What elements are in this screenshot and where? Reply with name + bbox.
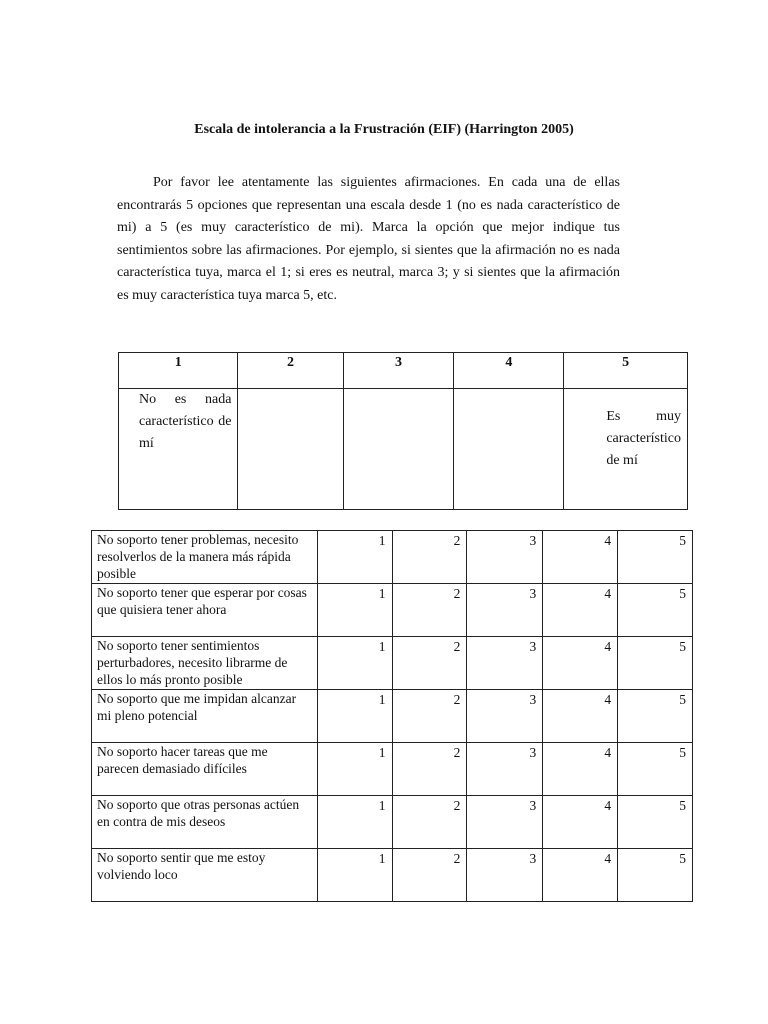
rating-option-2[interactable]: 2: [392, 743, 467, 796]
item-statement: No soporto tener sentimientos perturbadores, necesito librarme de ellos lo más pronto posible: [92, 637, 318, 690]
rating-option-3[interactable]: 3: [467, 531, 543, 584]
rating-option-3[interactable]: 3: [467, 637, 543, 690]
rating-option-2[interactable]: 2: [392, 637, 467, 690]
instructions-paragraph: Por favor lee atentamente las siguientes afirmaciones. En cada una de ellas encontrarás 5 opciones que representan una escala desde 1 (no es nada característico de mi) a 5 (es muy característico de mi). Marca la opción que mejor indique tus sentimientos sobre las afirmaciones. Por ejemplo, si sientes que la afirmación no es nada característica tuya, marca el 1; si eres es neutral, marca 3; y si sientes que la afirmación es muy característica tuya marca 5, etc.: [117, 175, 620, 303]
rating-option-5[interactable]: 5: [618, 690, 693, 743]
scale-header-1: 1: [119, 353, 238, 389]
rating-option-5[interactable]: 5: [618, 743, 693, 796]
rating-option-2[interactable]: 2: [392, 849, 467, 902]
scale-cell-empty: [343, 389, 454, 510]
rating-option-2[interactable]: 2: [392, 531, 467, 584]
table-row: [92, 690, 693, 743]
scale-low-label: [119, 389, 238, 510]
rating-option-4[interactable]: 4: [543, 796, 618, 849]
scale-header-3: 3: [343, 353, 454, 389]
scale-description-row: [119, 389, 688, 510]
item-statement: No soporto sentir que me estoy volviendo loco: [92, 849, 318, 902]
item-statement: No soporto que otras personas actúen en contra de mis deseos: [92, 796, 318, 849]
item-statement: No soporto hacer tareas que me parecen demasiado difíciles: [92, 743, 318, 796]
scale-header-4: 4: [454, 353, 564, 389]
table-row: [92, 796, 693, 849]
scale-legend-table: [118, 352, 688, 510]
rating-option-5[interactable]: 5: [618, 849, 693, 902]
rating-option-4[interactable]: 4: [543, 849, 618, 902]
item-statement: No soporto tener que esperar por cosas que quisiera tener ahora: [92, 584, 318, 637]
table-row: [92, 849, 693, 902]
table-row: [92, 531, 693, 584]
scale-cell-empty: [238, 389, 343, 510]
rating-option-5[interactable]: 5: [618, 796, 693, 849]
document-title: Escala de intolerancia a la Frustración (EIF) (Harrington 2005): [194, 122, 574, 137]
scale-header-5: 5: [564, 353, 688, 389]
rating-option-5[interactable]: 5: [618, 584, 693, 637]
rating-option-4[interactable]: 4: [543, 637, 618, 690]
scale-cell-empty: [454, 389, 564, 510]
rating-option-1[interactable]: 1: [317, 637, 392, 690]
rating-option-5[interactable]: 5: [618, 531, 693, 584]
scale-header-row: [119, 353, 688, 389]
rating-option-3[interactable]: 3: [467, 584, 543, 637]
items-table: [91, 530, 693, 902]
rating-option-1[interactable]: 1: [317, 743, 392, 796]
rating-option-2[interactable]: 2: [392, 584, 467, 637]
rating-option-3[interactable]: 3: [467, 743, 543, 796]
item-statement: No soporto tener problemas, necesito resolverlos de la manera más rápida posible: [92, 531, 318, 584]
table-row: [92, 743, 693, 796]
scale-high-label: [564, 389, 688, 510]
rating-option-3[interactable]: 3: [467, 849, 543, 902]
rating-option-1[interactable]: 1: [317, 849, 392, 902]
rating-option-3[interactable]: 3: [467, 690, 543, 743]
rating-option-1[interactable]: 1: [317, 796, 392, 849]
rating-option-3[interactable]: 3: [467, 796, 543, 849]
rating-option-1[interactable]: 1: [317, 531, 392, 584]
table-row: [92, 637, 693, 690]
scale-low-label-text: No es nada característico de mí: [139, 392, 232, 451]
item-statement: No soporto que me impidan alcanzar mi pleno potencial: [92, 690, 318, 743]
rating-option-2[interactable]: 2: [392, 690, 467, 743]
rating-option-4[interactable]: 4: [543, 690, 618, 743]
rating-option-2[interactable]: 2: [392, 796, 467, 849]
rating-option-4[interactable]: 4: [543, 531, 618, 584]
scale-header-2: 2: [238, 353, 343, 389]
rating-option-4[interactable]: 4: [543, 743, 618, 796]
rating-option-4[interactable]: 4: [543, 584, 618, 637]
rating-option-1[interactable]: 1: [317, 690, 392, 743]
rating-option-1[interactable]: 1: [317, 584, 392, 637]
scale-high-label-text: Es muy característico de mí: [606, 409, 681, 468]
rating-option-5[interactable]: 5: [618, 637, 693, 690]
table-row: [92, 584, 693, 637]
